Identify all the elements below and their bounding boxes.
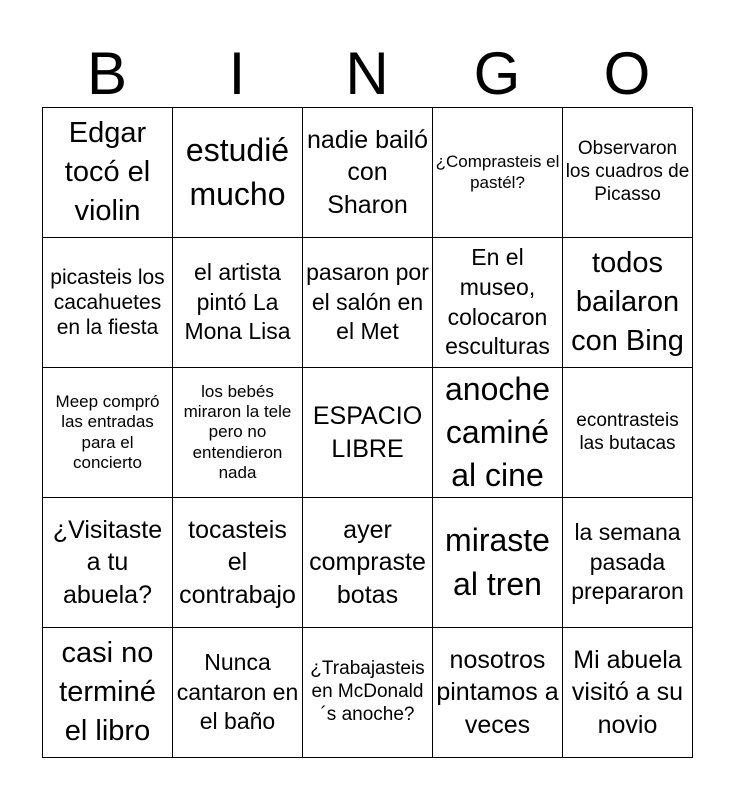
bingo-cell[interactable] — [563, 368, 693, 498]
cell-text: Mi abuela visitó a su novio — [571, 645, 684, 739]
cell-text: Meep compró las entradas para el concierto — [55, 391, 160, 472]
bingo-cell[interactable] — [43, 368, 173, 498]
cell-text: Edgar tocó el violin — [64, 116, 151, 228]
cell-text: los bebés miraron la tele pero no entendieron nada — [183, 381, 292, 483]
cell-text: todos bailaron con Bing — [571, 246, 684, 358]
bingo-cell[interactable] — [563, 108, 693, 238]
cell-text: casi no terminé el libro — [59, 636, 156, 748]
cell-text: ESPACIO LIBRE — [312, 402, 423, 463]
cell-text: En el museo, colocaron esculturas — [445, 243, 550, 360]
cell-text: anoche caminé al cine — [445, 370, 550, 494]
bingo-header — [42, 42, 692, 106]
bingo-cell[interactable] — [433, 238, 563, 368]
cell-text: ¿Visitaste a tu abuela? — [52, 515, 163, 609]
bingo-cell[interactable] — [303, 498, 433, 628]
cell-text: pasaron por el salón en el Met — [306, 258, 429, 345]
cell-text: ¿Comprasteis el pastél? — [435, 152, 560, 192]
bingo-cell[interactable] — [433, 628, 563, 758]
header-letter-g: G — [473, 40, 521, 107]
bingo-cell[interactable] — [303, 628, 433, 758]
free-space-cell[interactable] — [303, 368, 433, 498]
cell-text: ayer compraste botas — [309, 515, 426, 609]
bingo-cell[interactable] — [173, 108, 303, 238]
bingo-cell[interactable] — [43, 108, 173, 238]
cell-text: picasteis los cacahuetes en la fiesta — [50, 265, 165, 340]
cell-text: Nunca cantaron en el baño — [176, 648, 299, 735]
bingo-cell[interactable] — [563, 498, 693, 628]
bingo-cell[interactable] — [43, 238, 173, 368]
cell-text: estudié mucho — [185, 132, 290, 212]
bingo-grid — [42, 107, 693, 758]
bingo-cell[interactable] — [433, 108, 563, 238]
bingo-cell[interactable] — [433, 498, 563, 628]
bingo-cell[interactable] — [173, 498, 303, 628]
bingo-cell[interactable] — [43, 498, 173, 628]
bingo-cell[interactable] — [173, 238, 303, 368]
bingo-cell[interactable] — [173, 368, 303, 498]
bingo-cell[interactable] — [303, 238, 433, 368]
header-letter-i: I — [228, 40, 246, 107]
cell-text: econtrasteis las butacas — [576, 409, 679, 454]
header-letter-n: N — [345, 40, 389, 107]
bingo-cell[interactable] — [433, 368, 563, 498]
header-letter-b: B — [86, 40, 128, 107]
cell-text: ¿Trabajasteis en McDonald´s anoche? — [310, 658, 425, 725]
bingo-cell[interactable] — [563, 628, 693, 758]
cell-text: la semana pasada prepararon — [571, 518, 684, 605]
bingo-cell[interactable] — [43, 628, 173, 758]
cell-text: Observaron los cuadros de Picasso — [565, 138, 690, 205]
bingo-cell[interactable] — [173, 628, 303, 758]
bingo-cell[interactable] — [303, 108, 433, 238]
cell-text: nosotros pintamos a veces — [436, 645, 559, 739]
cell-text: tocasteis el contrabajo — [179, 515, 296, 609]
cell-text: nadie bailó con Sharon — [307, 125, 428, 219]
cell-text: miraste al tren — [445, 522, 550, 602]
header-letter-o: O — [603, 40, 651, 107]
bingo-cell[interactable] — [563, 238, 693, 368]
cell-text: el artista pintó La Mona Lisa — [184, 258, 291, 345]
